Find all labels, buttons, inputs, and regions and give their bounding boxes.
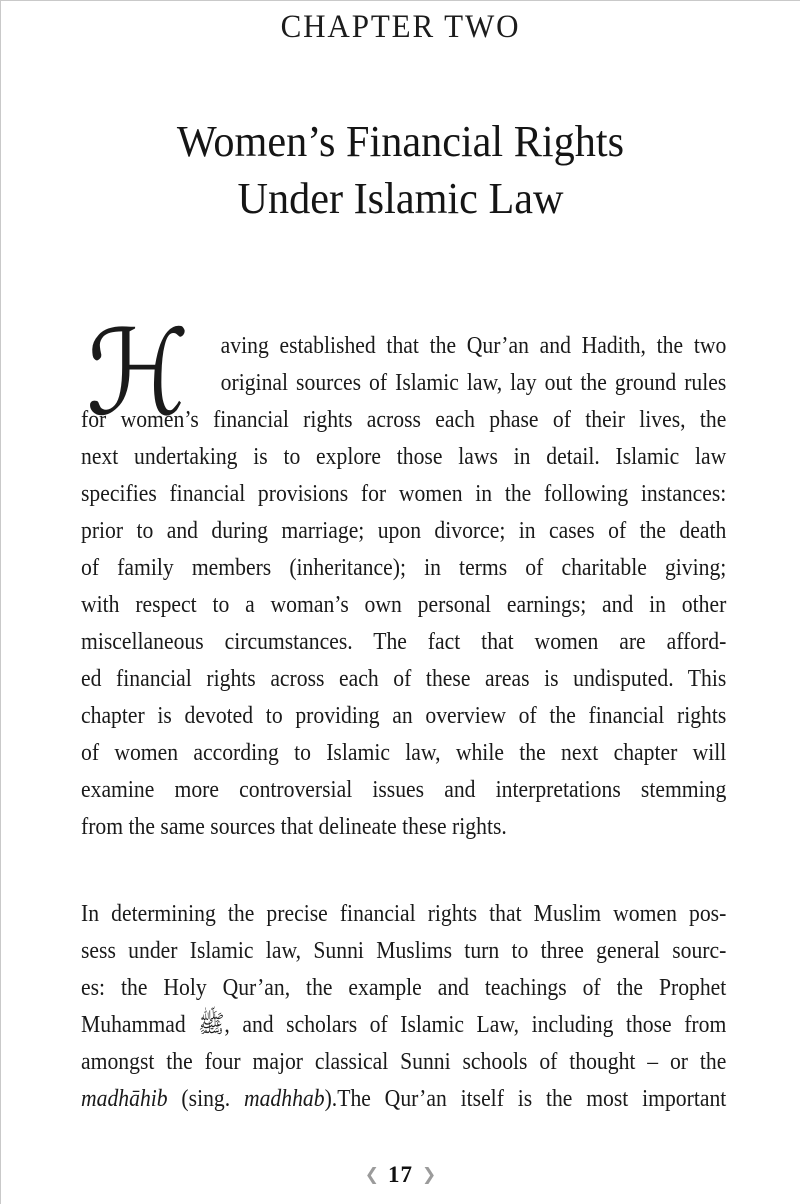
page-title <box>17 113 784 227</box>
italic-term: madhhab <box>243 1085 325 1112</box>
text-line-mixed-italic <box>81 1080 726 1117</box>
text-line: prior to and during marriage; upon divorce; in cases of the death <box>81 517 727 544</box>
page-footer <box>1 1162 800 1188</box>
text-line: es: the Holy Qur’an, the example and teachings of the Prophet <box>81 974 727 1001</box>
text-line: ed financial rights across each of these areas is undisputed. This <box>81 665 727 692</box>
text-line: In determining the precise financial rights that Muslim women pos- <box>81 900 727 927</box>
text-line: specifies financial provisions for women in the following instances: <box>81 480 727 507</box>
text-line: amongst the four major classical Sunni schools of thought – or the <box>81 1048 727 1075</box>
paragraph-2 <box>81 895 726 1117</box>
text-line: for women’s financial rights across each phase of their lives, the <box>81 406 727 433</box>
body-text <box>81 304 727 1117</box>
text-line: aving established that the Qur’an and Hadith, the two <box>220 332 727 359</box>
page-number: 17 <box>388 1162 413 1187</box>
text-line: miscellaneous circumstances. The fact that women are afford- <box>81 628 727 655</box>
text-line: of women according to Islamic law, while the next chapter will <box>81 739 727 766</box>
text-line: Muhammad ﷺ, and scholars of Islamic Law, including those from <box>81 1011 727 1038</box>
text-line: with respect to a woman’s own personal earnings; and in other <box>81 591 727 618</box>
text-line: from the same sources that delineate these rights. <box>81 813 507 840</box>
plain-text: (sing. <box>167 1085 244 1112</box>
text-line: chapter is devoted to providing an overview of the financial rights <box>81 702 727 729</box>
right-ornament-icon: ❯ <box>422 1165 437 1185</box>
page-title-line-2: Under Islamic Law <box>237 174 564 223</box>
text-line: original sources of Islamic law, lay out the ground rules <box>220 369 727 396</box>
text-line: examine more controversial issues and interpretations stemming <box>81 776 727 803</box>
text-line: next undertaking is to explore those laws in detail. Islamic law <box>81 443 727 470</box>
drop-cap-letter-h: ℋ <box>86 304 190 442</box>
chapter-label: CHAPTER TWO <box>280 9 521 45</box>
text-line: of family members (inheritance); in terms of charitable giving; <box>81 554 727 581</box>
left-ornament-icon: ❮ <box>364 1165 379 1185</box>
page-title-line-1: Women’s Financial Rights <box>176 117 625 166</box>
italic-term: madhāhib <box>81 1085 168 1112</box>
paragraph-1 <box>81 304 727 845</box>
text-line: sess under Islamic law, Sunni Muslims turn to three general sourc- <box>81 937 727 964</box>
plain-text: ).The Qur’an itself is the most important <box>324 1085 727 1112</box>
